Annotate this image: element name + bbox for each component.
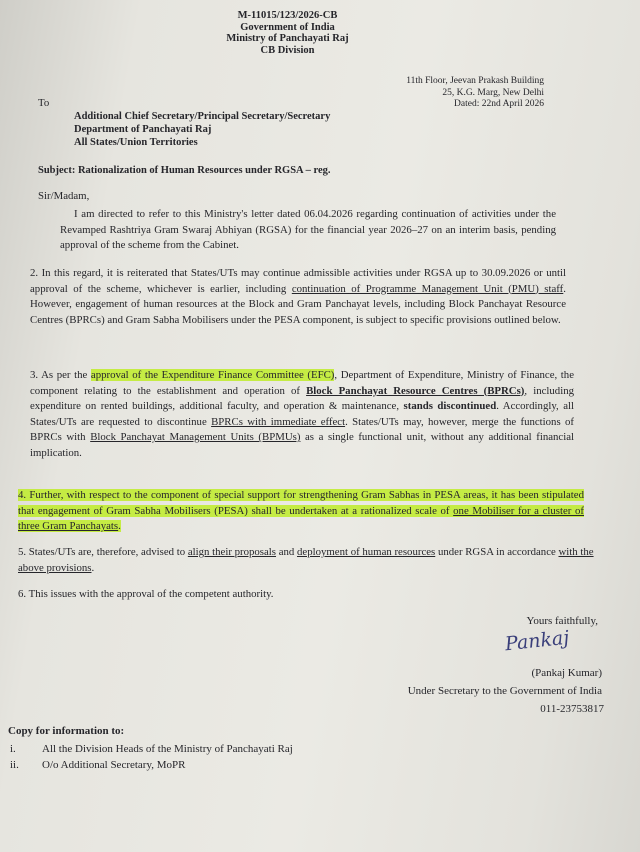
govt-name: Government of India (240, 21, 335, 33)
pesa-highlight: 4. Further, with respect to the component of special support for strengthening Gram Sabhas in PESA areas, it has been stipulated that engagement of Gram Sabha Mobilisers (PESA) shall be undertaken at a rationalized scale of one Mobiliser for a cluster of three Gram Panchayats. (18, 489, 584, 532)
deployment-underlined: deployment of human resources (297, 546, 436, 558)
copy-heading: Copy for information to: (8, 725, 125, 737)
letter-header (200, 10, 375, 56)
pmu-staff-underlined: continuation of Programme Management Unit (PMU) staff (291, 282, 564, 295)
salutation: Sir/Madam, (38, 190, 90, 202)
paragraph-4 (18, 488, 584, 535)
office-address (406, 76, 544, 111)
subject-line: Subject: Rationalization of Human Resources under RGSA – reg. (38, 165, 331, 176)
discontinued-bold: stands discontinued (403, 400, 497, 412)
signatory-designation: Under Secretary to the Government of India (407, 685, 602, 697)
recipient-block (74, 110, 330, 149)
paragraph-2: 2. In this regard, it is reiterated that States/UTs may continue admissible activities under RGSA up to 30.09.2026 or until approval of the scheme, whichever is earlier, including continuation of Programme Management Unit (PMU) staff. However, engagement of human resources at the Block and Gram Panchayat levels, including Block Panchayat Resource Centres (BPRCs) and Gram Sabha Mobilisers under the PESA component, is subject to specific provisions outlined below. (30, 267, 566, 326)
signatory-name: (Pankaj Kumar) (531, 667, 602, 679)
align-proposals-underlined: align their proposals (187, 546, 277, 558)
file-number: M-11015/123/2026-CB (237, 10, 338, 21)
recipient-line-1: Additional Chief Secretary/Principal Secretary/Secretary (74, 111, 331, 122)
mobiliser-ratio-underlined: one Mobiliser for a cluster of three Gram Panchayats (18, 504, 584, 532)
paragraph-3: 3. As per the approval of the Expenditure Finance Committee (EFC), Department of Expenditure, Ministry of Finance, the component relating to the establishment and operation of Block Panchayat Resource Centres (BPRCs), including expenditure on rented buildings, additional faculty, and operation & maintenance, stands discontinued. Accordingly, all States/UTs are requested to discontinue BPRCs with immediate effect. States/UTs may, however, merge the functions of BPRCs with Block Panchayat Management Units (BPMUs) as a single functional unit, without any additional financial implication. (30, 369, 575, 459)
paragraph-1: I am directed to refer to this Ministry's letter dated 06.04.2026 regarding continuation of activities under the Revamped Rashtriya Gram Swaraj Abhiyan (RGSA) for the financial year 2026–27 on an interim basis, pending approval of the scheme from the Cabinet. (60, 208, 556, 251)
signatory-phone: 011-23753817 (540, 703, 604, 715)
copy-list (10, 741, 293, 773)
closing: Yours faithfully, (526, 615, 598, 627)
ministry-name: Ministry of Panchayati Raj (226, 33, 349, 44)
division-name: CB Division (260, 44, 315, 56)
list-item: ii. O/o Additional Secretary, MoPR (10, 759, 186, 771)
dated-line: Dated: 22nd April 2026 (454, 99, 544, 109)
bprc-underlined: Block Panchayat Resource Centres (BPRCs) (306, 384, 525, 397)
paragraph-6: 6. This issues with the approval of the competent authority. (18, 588, 274, 600)
bpmu-underlined: Block Panchayat Management Units (BPMUs) (90, 431, 301, 443)
recipient-line-3: All States/Union Territories (74, 137, 198, 148)
efc-highlight: approval of the Expenditure Finance Committee (EFC) (90, 369, 335, 381)
to-label: To (38, 97, 50, 109)
recipient-line-2: Department of Panchayati Raj (74, 124, 212, 135)
address-line-2: 25, K.G. Marg, New Delhi (442, 87, 544, 98)
list-item: i. All the Division Heads of the Ministry of Panchayati Raj (10, 743, 293, 755)
paragraph-5: 5. States/UTs are, therefore, advised to align their proposals and deployment of human resources under RGSA in accordance with the above provisions. (18, 546, 594, 574)
address-line-1: 11th Floor, Jeevan Prakash Building (406, 76, 544, 86)
handwritten-signature: Pankaj (504, 626, 571, 656)
immediate-effect-underlined: BPRCs with immediate effect (211, 415, 346, 428)
provisions-underlined: with the above provisions (18, 546, 594, 574)
